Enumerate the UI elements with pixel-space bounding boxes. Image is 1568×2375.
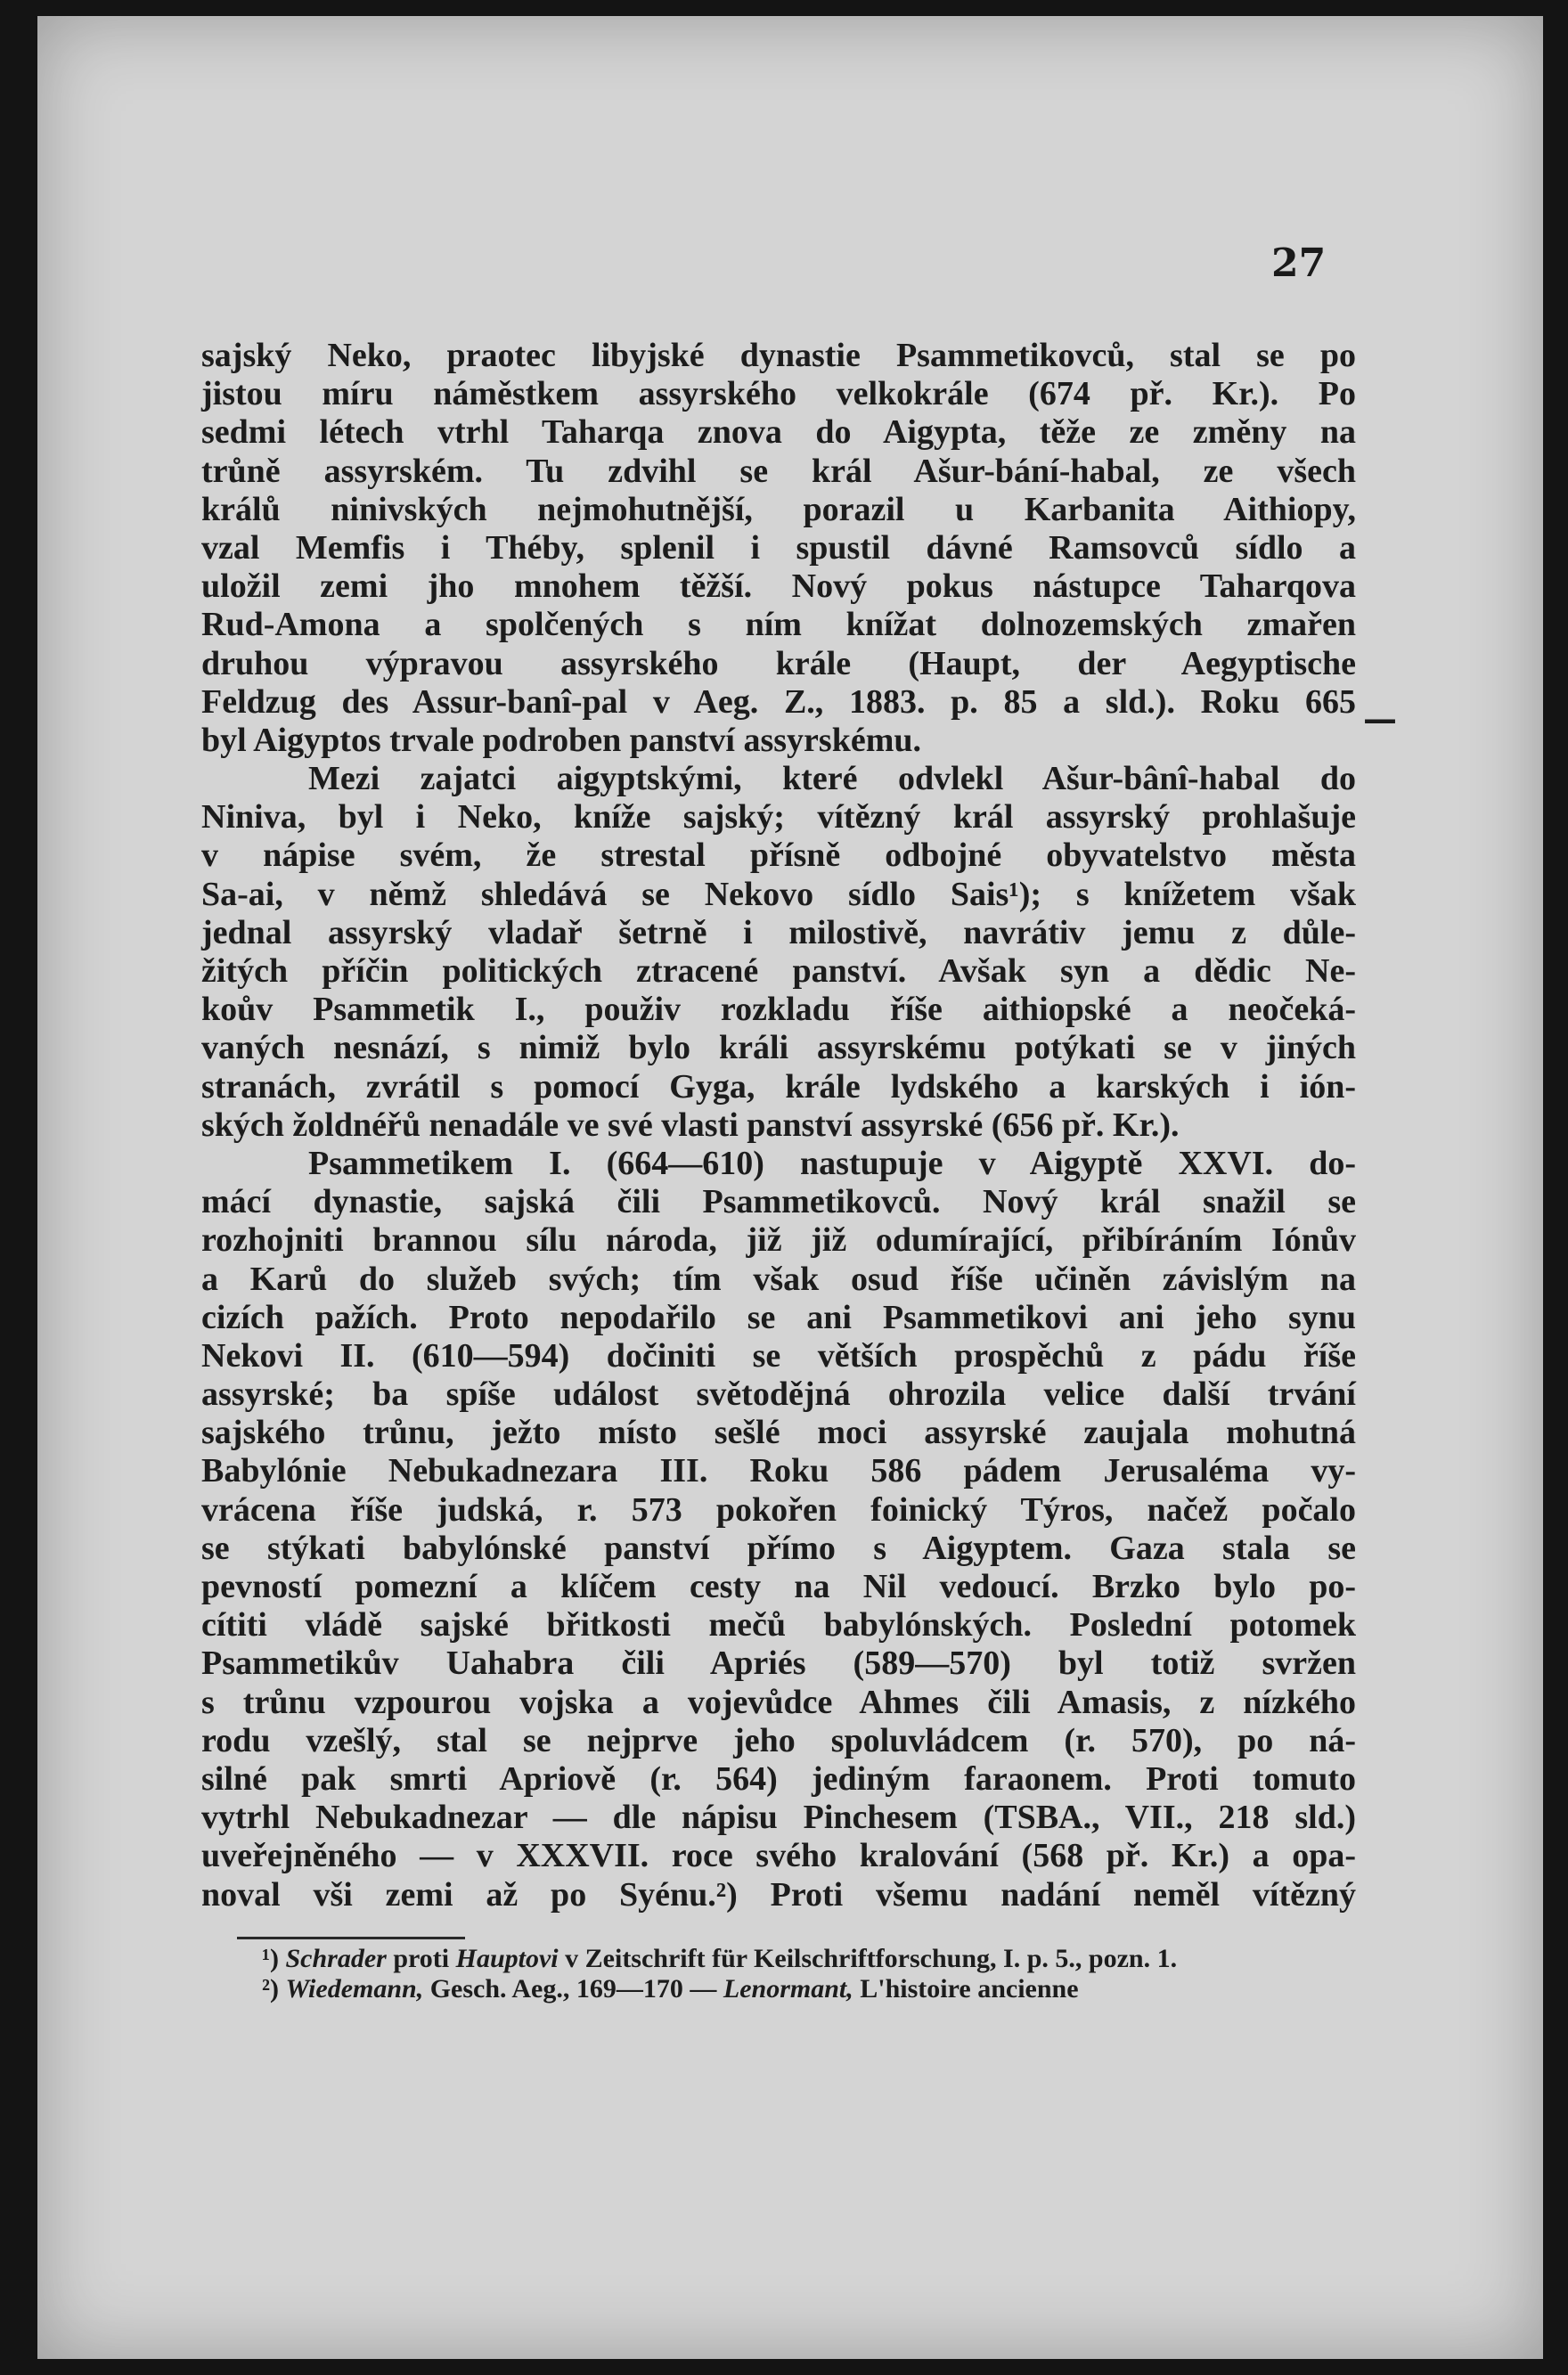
text-line: pevností pomezní a klíčem cesty na Nil vedoucí. Brzko bylo po- [201, 1568, 1356, 1605]
footnote-2 [262, 1974, 1356, 2004]
text-line: assyrské; ba spíše událost světodějná ohrozila velice další trvání [201, 1375, 1356, 1414]
text-line: stranách, zvrátil s pomocí Gyga, krále lydského a karských i ión- [201, 1067, 1356, 1106]
footnote-1 [262, 1944, 1356, 1974]
page-number: 27 [1271, 241, 1327, 286]
footnote-text: L'histoire ancienne [853, 1974, 1079, 2004]
text-line: vzal Memfis i Théby, splenil i spustil dávné Ramsovců sídlo a [201, 528, 1356, 567]
text-line: Mezi zajatci aigyptskými, které odvlekl Ašur-bânî-habal do [308, 760, 1356, 798]
text-line: uveřejněného — v XXXVII. roce svého kralování (568 př. Kr.) a opa- [201, 1837, 1356, 1875]
text-line: s trůnu vzpourou vojska a vojevůdce Ahmes čili Amasis, z nízkého [201, 1683, 1356, 1721]
text-line: Niniva, byl i Neko, kníže sajský; vítězný král assyrský prohlašuje [201, 798, 1356, 837]
footnote-mark: ²) [262, 1974, 279, 2004]
text-line: vaných nesnází, s nimiž bylo králi assyrskému potýkati se v jiných [201, 1029, 1356, 1067]
text-line: byl Aigyptos trvale podroben panství assyrskému. [201, 721, 921, 759]
text-line: koův Psammetik I., použiv rozkladu říše aithiopské a neočeká- [201, 991, 1356, 1029]
text-line: Nekovi II. (610—594) dočiniti se větších prospěchů z pádu říše [201, 1336, 1356, 1375]
footnote-text: v Zeitschrift für Keilschriftforschung, I. p. 5., pozn. 1. [558, 1944, 1178, 1973]
text-line: Rud-Amona a spolčených s ním knížat dolnozemských zmařen [201, 606, 1356, 644]
text-line: jednal assyrský vladař šetrně i milostivě, navrátiv jemu z důle- [201, 913, 1356, 951]
book-page [37, 16, 1543, 2359]
footnote-mark: ¹) [262, 1944, 279, 1973]
text-line: Psammetikův Uahabra čili Apriés (589—570) byl totiž svržen [201, 1645, 1356, 1683]
footnote-author: Wiedemann, [285, 1974, 424, 2004]
text-line: sedmi létech vtrhl Taharqa znova do Aigypta, těže ze změny na [201, 413, 1356, 452]
text-line: králů ninivských nejmohutnější, porazil u Karbanita Aithiopy, [201, 490, 1356, 528]
body-text [201, 337, 1356, 1914]
footnote-author: Hauptovi [455, 1944, 559, 1973]
footnotes [262, 1944, 1356, 2004]
text-line: silné pak smrti Apriově (r. 564) jediným faraonem. Proti tomuto [201, 1759, 1356, 1798]
footnote-text: proti [386, 1944, 456, 1973]
text-line: cítiti vládě sajské břitkosti mečů babylónských. Poslední potomek [201, 1606, 1356, 1645]
text-line: Babylónie Nebukadnezara III. Roku 586 pádem Jerusaléma vy- [201, 1452, 1356, 1490]
text-line: vrácena říše judská, r. 573 pokořen foinický Týros, načež počalo [201, 1490, 1356, 1529]
text-line: jistou míru náměstkem assyrského velkokrále (674 př. Kr.). Po [201, 375, 1356, 413]
text-line: druhou výpravou assyrského krále (Haupt, der Aegyptische [201, 644, 1356, 682]
text-line: ských žoldnéřů nenadále ve své vlasti panství assyrské (656 př. Kr.). [201, 1106, 1180, 1144]
text-line: trůně assyrském. Tu zdvihl se král Ašur-bání-habal, ze všech [201, 452, 1356, 490]
text-line: Sa-ai, v němž shledává se Nekovo sídlo Sais¹); s knížetem však [201, 875, 1356, 913]
footnote-divider [237, 1937, 465, 1939]
text-line: vytrhl Nebukadnezar — dle nápisu Pinchesem (TSBA., VII., 218 sld.) [201, 1799, 1356, 1837]
footnote-author: Lenormant, [723, 1974, 853, 2004]
text-line: Feldzug des Assur-banî-pal v Aeg. Z., 1883. p. 85 a sld.). Roku 665 [201, 682, 1356, 721]
text-line: žitých příčin politických ztracené panství. Avšak syn a dědic Ne- [201, 952, 1356, 990]
text-line: v nápise svém, že strestal přísně odbojné obyvatelstvo města [201, 837, 1356, 875]
footnote-text: Gesch. Aeg., 169—170 — [423, 1974, 723, 2004]
text-line: rozhojniti brannou sílu národa, již již odumírající, přibíráním Iónův [201, 1221, 1356, 1260]
footnote-author: Schrader [285, 1944, 387, 1973]
margin-mark: — [1363, 698, 1397, 739]
text-line: noval vši zemi až po Syénu.²) Proti všemu nadání neměl vítězný [201, 1875, 1356, 1914]
text-line: Psammetikem I. (664—610) nastupuje v Aigyptě XXVI. do- [308, 1144, 1356, 1182]
text-line: cizích pažích. Proto nepodařilo se ani Psammetikovi ani jeho synu [201, 1298, 1356, 1336]
text-line: rodu vzešlý, stal se nejprve jeho spoluvládcem (r. 570), po ná- [201, 1721, 1356, 1759]
text-line: a Karů do služeb svých; tím však osud říše učiněn závislým na [201, 1260, 1356, 1298]
text-line: sajského trůnu, ježto místo sešlé moci assyrské zaujala mohutná [201, 1414, 1356, 1452]
text-line: sajský Neko, praotec libyjské dynastie Psammetikovců, stal se po [201, 337, 1356, 374]
text-line: uložil zemi jho mnohem těžší. Nový pokus nástupce Taharqova [201, 567, 1356, 606]
text-line: se stýkati babylónské panství přímo s Aigyptem. Gaza stala se [201, 1529, 1356, 1567]
text-line: mácí dynastie, sajská čili Psammetikovců. Nový král snažil se [201, 1183, 1356, 1221]
